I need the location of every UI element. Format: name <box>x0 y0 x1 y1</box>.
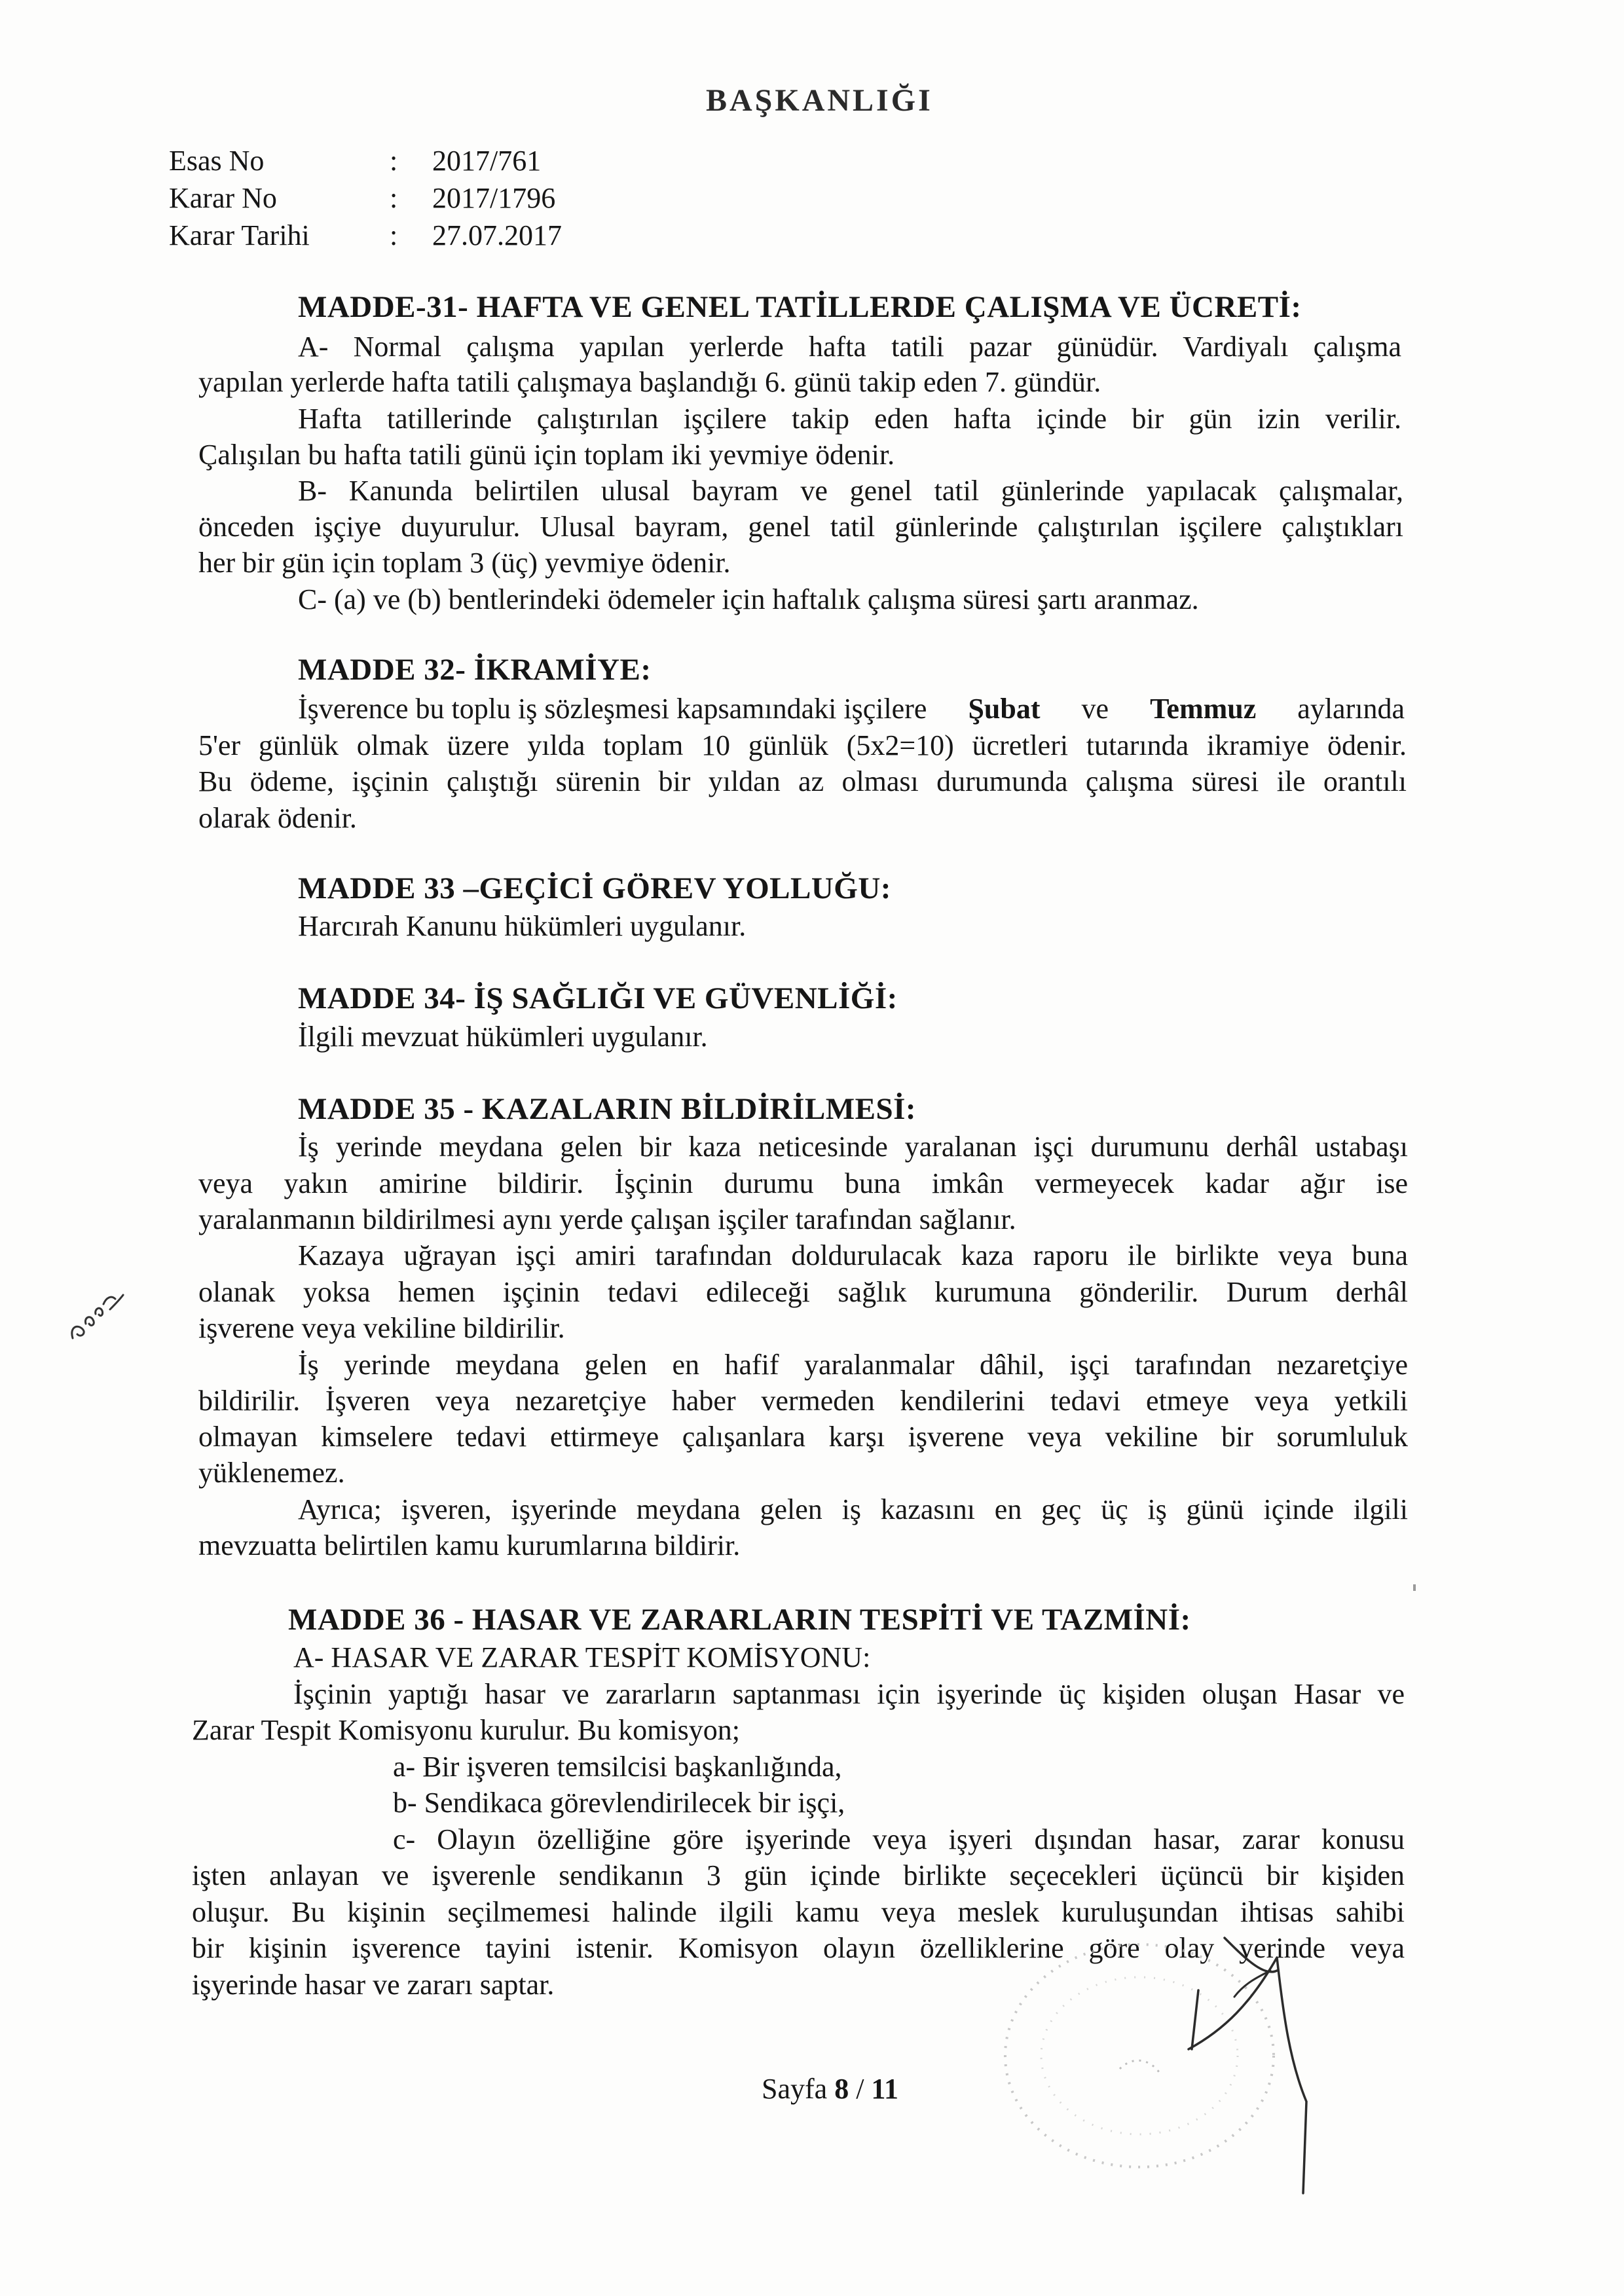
text-line: mevzuatta belirtilen kamu kurumlarına bildirir. <box>198 1529 741 1561</box>
text-line: bir kişinin işverence tayini istenir. Komisyon olayın özelliklerine göre olay yerinde veya <box>192 1932 1405 1964</box>
page-prefix: Sayfa <box>762 2073 828 2105</box>
esas-colon: : <box>390 145 398 177</box>
madde-36-title: MADDE 36 - HASAR VE ZARARLARIN TESPİTİ VE TAZMİNİ: <box>288 1603 1191 1637</box>
madde-32-title: MADDE 32- İKRAMİYE: <box>298 653 652 687</box>
text-line: Zarar Tespit Komisyonu kurulur. Bu komisyon; <box>192 1714 740 1746</box>
text-line-ikramiye <box>298 691 1405 727</box>
month-subat: Şubat <box>968 693 1041 725</box>
text-line: B- Kanunda belirtilen ulusal bayram ve genel tatil günlerinde yapılacak çalışmalar, <box>298 475 1403 507</box>
text-line: C- (a) ve (b) bentlerindeki ödemeler için haftalık çalışma süresi şartı aranmaz. <box>298 583 1199 615</box>
text-line: A- Normal çalışma yapılan yerlerde hafta tatili pazar günüdür. Vardiyalı çalışma <box>298 331 1401 363</box>
karar-colon: : <box>390 182 398 214</box>
text-line: yapılan yerlerde hafta tatili çalışmaya başlandığı 6. günü takip eden 7. gündür. <box>198 366 1101 398</box>
text-line: yaralanmanın bildirilmesi aynı yerde çalışan işçiler tarafından sağlanır. <box>198 1203 1016 1235</box>
text-line: Kazaya uğrayan işçi amiri tarafından doldurulacak kaza raporu ile birlikte veya buna <box>298 1239 1408 1271</box>
page-sep: / <box>856 2073 864 2105</box>
signature-stamp <box>976 1931 1408 2206</box>
header-fragment <box>706 83 933 120</box>
page-number <box>762 2072 898 2105</box>
text-segment: aylarında <box>1297 693 1405 725</box>
madde-33-title: MADDE 33 –GEÇİCİ GÖREV YOLLUĞU: <box>298 871 891 905</box>
text-line: İş yerinde meydana gelen en hafif yaralanmalar dâhil, işçi tarafından nezaretçiye <box>298 1349 1408 1381</box>
text-line: işyerinde hasar ve zararı saptar. <box>192 1969 555 2001</box>
text-line: Bu ödeme, işçinin çalıştığı sürenin bir yıldan az olması durumunda çalışma süresi ile orantılı <box>198 765 1407 797</box>
text-line: Hafta tatillerinde çalıştırılan işçilere takip eden hafta içinde bir gün izin verilir. <box>298 403 1401 435</box>
text-line: Harcırah Kanunu hükümleri uygulanır. <box>298 910 747 942</box>
text-line: veya yakın amirine bildirir. İşçinin durumu buna imkân vermeyecek kadar ağır ise <box>198 1167 1408 1199</box>
madde-35-title: MADDE 35 - KAZALARIN BİLDİRİLMESİ: <box>298 1092 917 1126</box>
karar-value: 2017/1796 <box>432 182 556 214</box>
tarih-colon: : <box>390 219 398 251</box>
list-item: c- Olayın özelliğine göre işyerinde veya işyeri dışından hasar, zarar konusu <box>393 1823 1405 1855</box>
text-line: oluşur. Bu kişinin seçilmemesi halinde ilgili kamu veya meslek kuruluşundan ihtisas sahibi <box>192 1896 1405 1928</box>
text-line: olanak yoksa hemen işçinin tedavi edileceği sağlık kurumuna gönderilir. Durum derhâl <box>198 1276 1408 1308</box>
esas-value: 2017/761 <box>432 145 542 177</box>
text-line: Çalışılan bu hafta tatili günü için toplam iki yevmiye ödenir. <box>198 439 895 471</box>
text-line: İş yerinde meydana gelen bir kaza neticesinde yaralanan işçi durumunu derhâl ustabaşı <box>298 1131 1408 1163</box>
page-current: 8 <box>834 2073 849 2105</box>
text-line: olarak ödenir. <box>198 802 357 834</box>
subheading: A- HASAR VE ZARAR TESPİT KOMİSYONU: <box>293 1641 871 1673</box>
text-line: 5'er günlük olmak üzere yılda toplam 10 günlük (5x2=10) ücretleri tutarında ikramiye ödenir. <box>198 729 1407 761</box>
tarih-value: 27.07.2017 <box>432 219 562 251</box>
text-segment: İşverence bu toplu iş sözleşmesi kapsamındaki işçilere <box>298 693 927 725</box>
text-line: İşçinin yaptığı hasar ve zararların saptanması için işyerinde üç kişiden oluşan Hasar ve <box>293 1678 1405 1710</box>
header-fragment-text: BAŞKANLIĞI <box>706 83 933 118</box>
text-line: işverene veya vekiline bildirilir. <box>198 1312 565 1344</box>
scan-mark <box>1413 1584 1416 1591</box>
text-segment: ve <box>1081 693 1109 725</box>
month-temmuz: Temmuz <box>1150 693 1257 725</box>
text-line: işten anlayan ve işverenle sendikanın 3 gün içinde birlikte seçecekleri üçüncü bir kişiden <box>192 1859 1405 1891</box>
handwritten-initials <box>63 1278 135 1350</box>
text-line: bildirilir. İşveren veya nezaretçiye haber vermeden kendilerini tedavi etmeye veya yetkili <box>198 1385 1408 1417</box>
text-line: Ayrıca; işveren, işyerinde meydana gelen iş kazasını en geç üç iş günü içinde ilgili <box>298 1493 1408 1525</box>
esas-label: Esas No <box>169 145 265 177</box>
madde-34-title: MADDE 34- İŞ SAĞLIĞI VE GÜVENLİĞİ: <box>298 981 898 1015</box>
text-line: önceden işçiye duyurulur. Ulusal bayram, genel tatil günlerinde çalıştırılan işçilere çalıştıkları <box>198 511 1403 543</box>
text-line: yüklenemez. <box>198 1457 345 1489</box>
tarih-label: Karar Tarihi <box>169 219 310 251</box>
madde-31-title: MADDE-31- HAFTA VE GENEL TATİLLERDE ÇALIŞMA VE ÜCRETİ: <box>298 290 1302 324</box>
list-item: a- Bir işveren temsilcisi başkanlığında, <box>393 1751 842 1783</box>
text-line: her bir gün için toplam 3 (üç) yevmiye ödenir. <box>198 547 731 579</box>
page-total: 11 <box>871 2073 898 2105</box>
text-line: olmayan kimselere tedavi ettirmeye çalışanlara karşı işverene veya vekiline bir sorumluluk <box>198 1421 1408 1453</box>
text-line: İlgili mevzuat hükümleri uygulanır. <box>298 1021 708 1053</box>
list-item: b- Sendikaca görevlendirilecek bir işçi, <box>393 1787 845 1819</box>
karar-label: Karar No <box>169 182 277 214</box>
